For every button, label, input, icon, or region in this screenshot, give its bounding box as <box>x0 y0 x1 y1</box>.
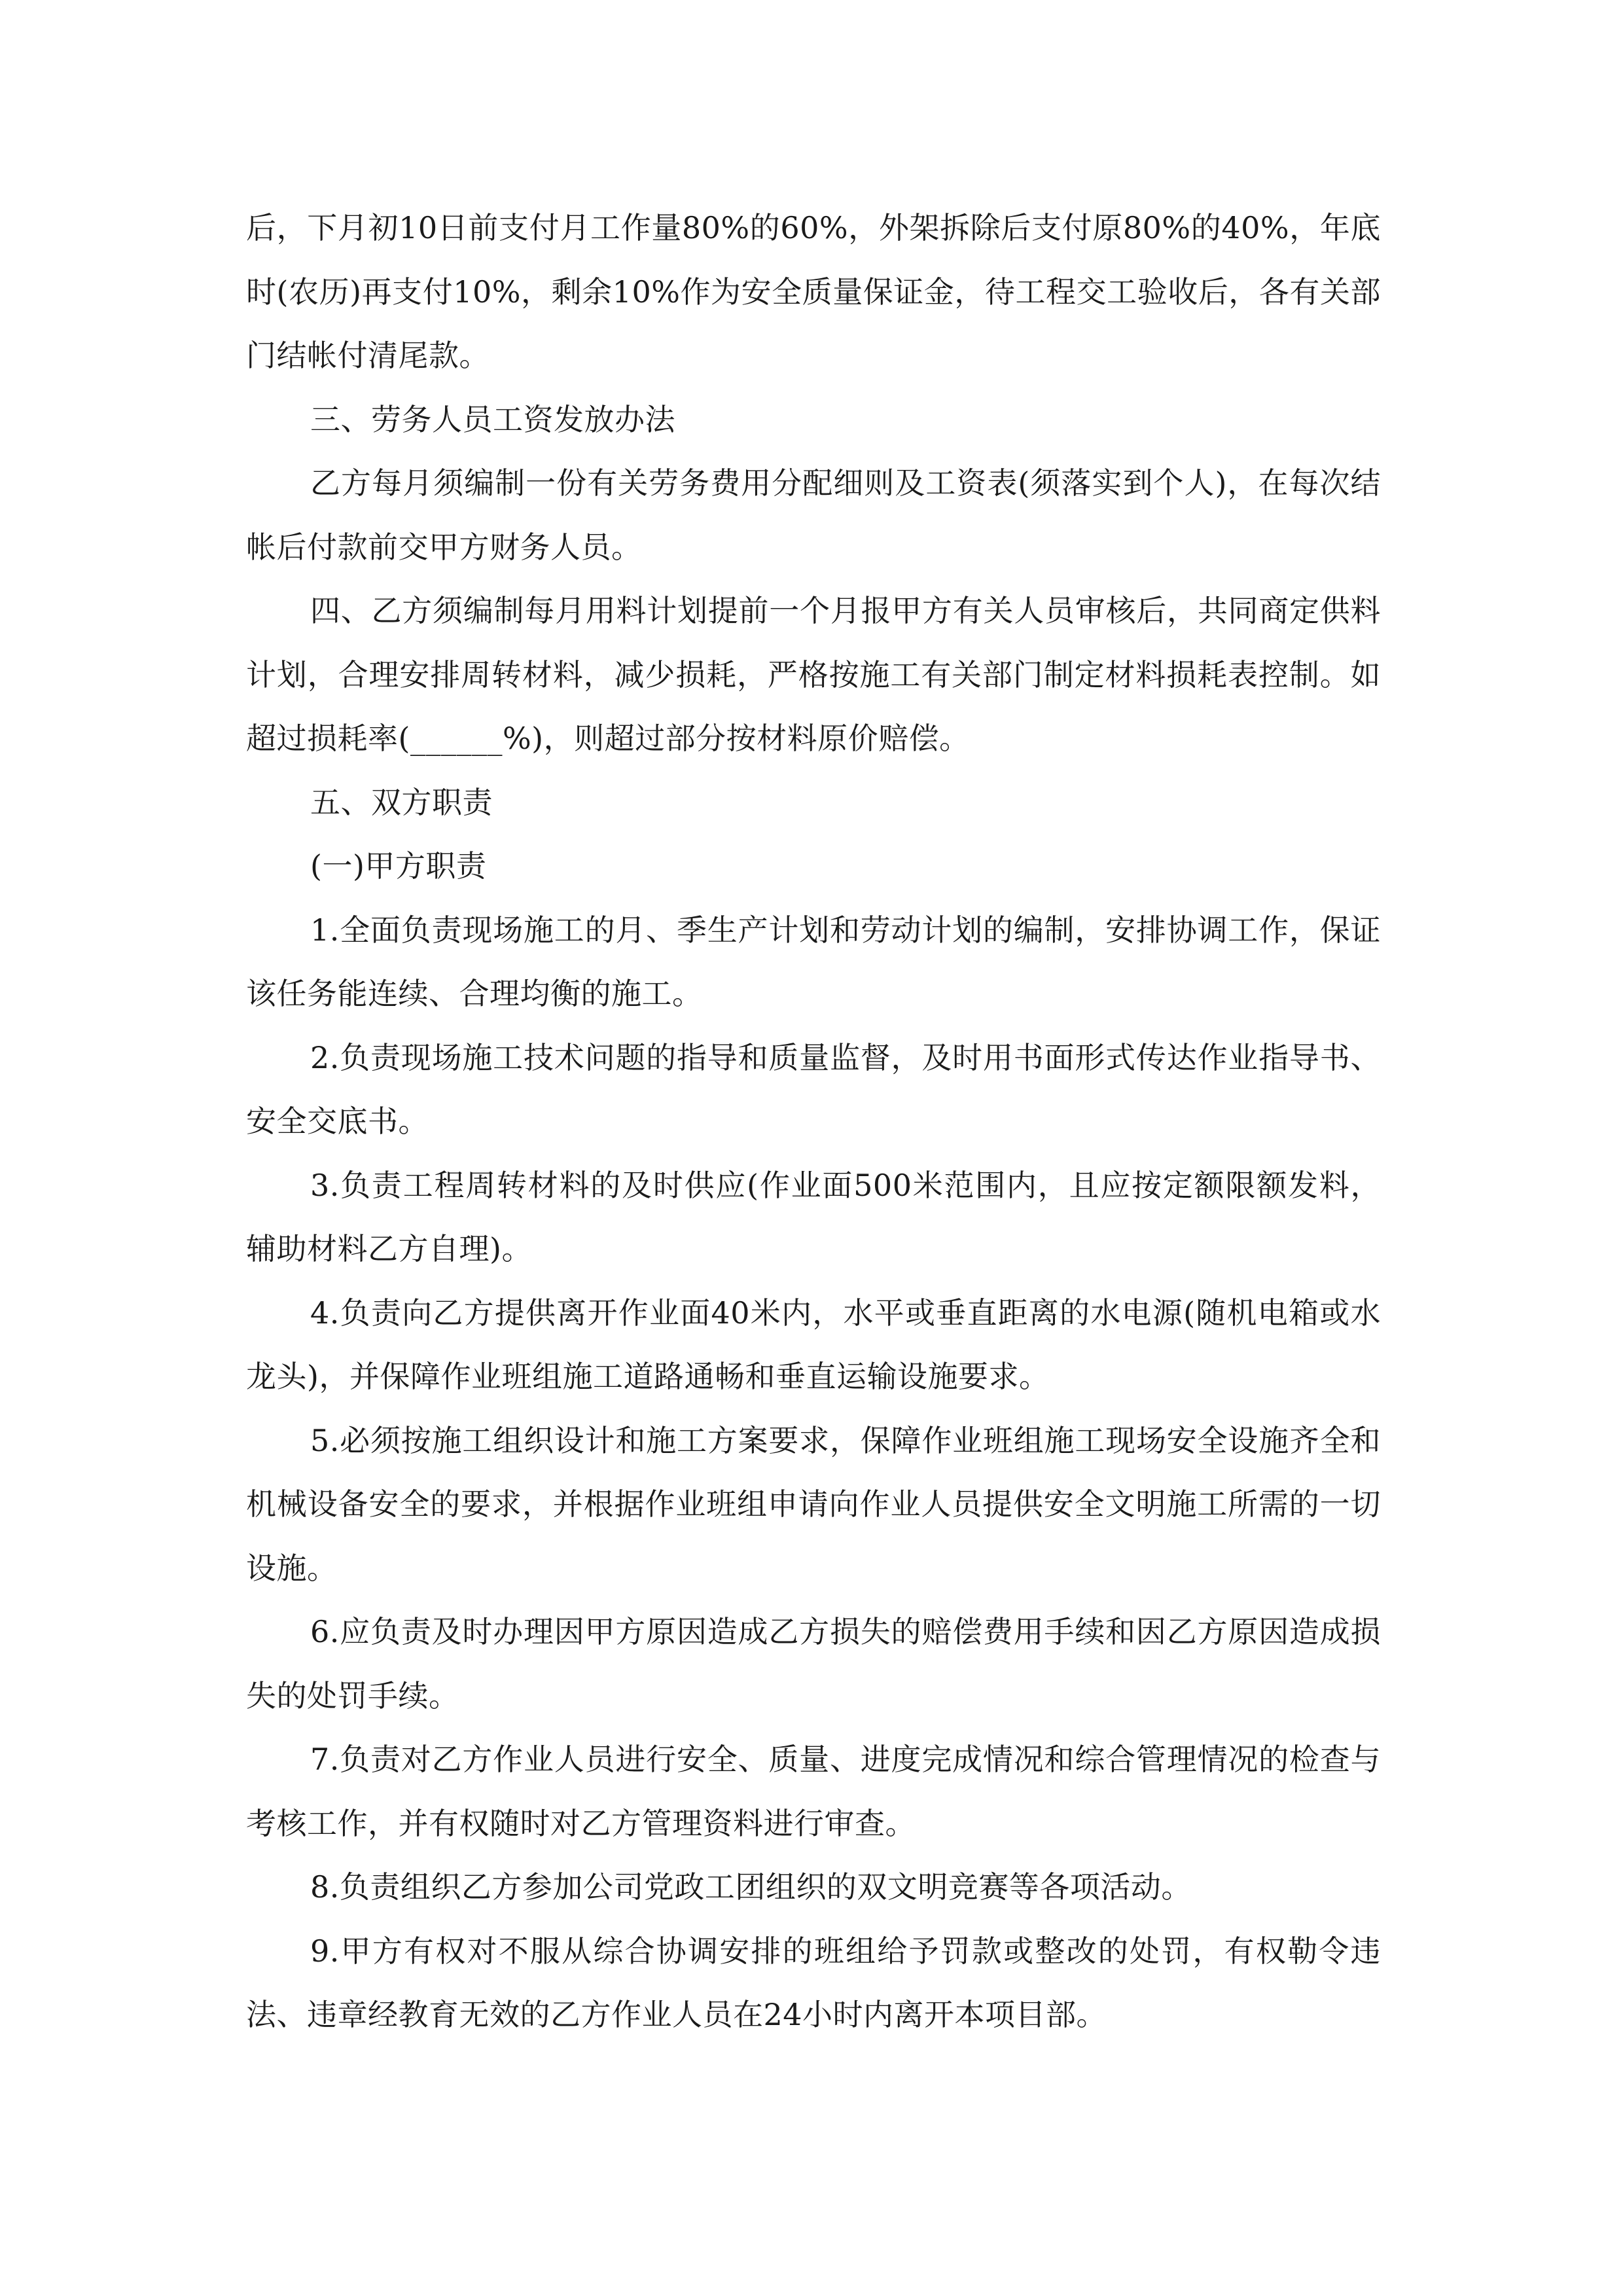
list-item-duty-6: 6.应负责及时办理因甲方原因造成乙方损失的赔偿费用手续和因乙方原因造成损失的处罚手续。 <box>246 1614 1381 1713</box>
list-item-duty-7: 7.负责对乙方作业人员进行安全、质量、进度完成情况和综合管理情况的检查与考核工作，并有权随时对乙方管理资料进行审查。 <box>246 1742 1381 1841</box>
heading-party-a-duties: (一)甲方职责 <box>310 848 487 884</box>
list-item-duty-5: 5.必须按施工组织设计和施工方案要求，保障作业班组施工现场安全设施齐全和机械设备安全的要求，并根据作业班组申请向作业人员提供安全文明施工所需的一切设施。 <box>246 1422 1381 1586</box>
list-item-duty-4: 4.负责向乙方提供离开作业面40米内，水平或垂直距离的水电源(随机电箱或水龙头)，并保障作业班组施工道路通畅和垂直运输设施要求。 <box>246 1295 1381 1394</box>
paragraph-section-four-materials: 四、乙方须编制每月用料计划提前一个月报甲方有关人员审核后，共同商定供料计划，合理安排周转材料，减少损耗，严格按施工有关部门制定材料损耗表控制。如超过损耗率(______%)，则超过部分按材料原价赔偿。 <box>246 593 1381 756</box>
list-item-duty-8: 8.负责组织乙方参加公司党政工团组织的双文明竞赛等各项活动。 <box>310 1869 1192 1905</box>
list-item-duty-2: 2.负责现场施工技术问题的指导和质量监督，及时用书面形式传达作业指导书、安全交底书。 <box>246 1039 1381 1139</box>
list-item-duty-3: 3.负责工程周转材料的及时供应(作业面500米范围内，且应按定额限额发料，辅助材料乙方自理)。 <box>246 1167 1381 1266</box>
list-item-duty-9: 9.甲方有权对不服从综合协调安排的班组给予罚款或整改的处罚，有权勒令违法、违章经教育无效的乙方作业人员在24小时内离开本项目部。 <box>246 1933 1381 2032</box>
document-body <box>246 196 1381 2047</box>
paragraph-payment-schedule: 后，下月初10日前支付月工作量80%的60%，外架拆除后支付原80%的40%，年底时(农历)再支付10%，剩余10%作为安全质量保证金，待工程交工验收后，各有关部门结帐付清尾款。 <box>246 210 1381 373</box>
list-item-duty-1: 1.全面负责现场施工的月、季生产计划和劳动计划的编制，安排协调工作，保证该任务能连续、合理均衡的施工。 <box>246 912 1381 1011</box>
heading-section-three: 三、劳务人员工资发放办法 <box>310 401 675 437</box>
paragraph-wage-table: 乙方每月须编制一份有关劳务费用分配细则及工资表(须落实到个人)，在每次结帐后付款前交甲方财务人员。 <box>246 465 1381 565</box>
heading-section-five: 五、双方职责 <box>310 784 493 820</box>
